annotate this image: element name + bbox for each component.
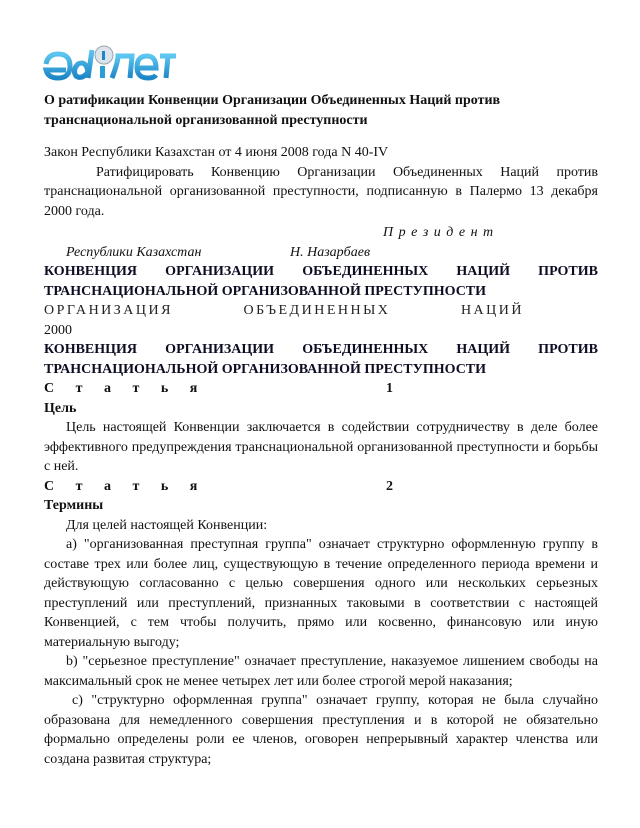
org-word: НАЦИЙ bbox=[460, 303, 524, 318]
ratify-paragraph: Ратифицировать Конвенцию Организации Объединенных Наций против транснациональной организованной преступности, подписанную в Палермо 13 декабря 2000 года. bbox=[44, 164, 598, 219]
org-line bbox=[44, 301, 524, 321]
article-2-intro: Для целей настоящей Конвенции: bbox=[66, 517, 268, 533]
article-1-label bbox=[44, 379, 598, 399]
org-word: ОРГАНИЗАЦИЯ bbox=[44, 303, 173, 318]
article-1-paragraph: Цель настоящей Конвенции заключается в содействии сотрудничеству в деле более эффективного предупреждения транснациональной организованной преступности и борьбы с ней. bbox=[44, 420, 598, 474]
article-2-item-c: c) "структурно оформленная группа" означает группу, которая не была случайно образована для немедленного совершения преступления и в которой не обязательно формально определены роли ее членов, оговорен непрерывный характер членства или создана развитая структура; bbox=[44, 693, 598, 767]
article-1-title: Цель bbox=[44, 400, 77, 416]
signature-title: П р е з и д е н т bbox=[383, 225, 495, 240]
document-title: О ратификации Конвенции Организации Объединенных Наций против транснациональной организованной преступности bbox=[44, 93, 501, 128]
convention-heading: КОНВЕНЦИЯ ОРГАНИЗАЦИИ ОБЪЕДИНЕННЫХ НАЦИЙ ПРОТИВ ТРАНСНАЦИОНАЛЬНОЙ ОРГАНИЗОВАННОЙ ПРЕСТУПНОСТИ bbox=[44, 264, 598, 299]
law-line: Закон Республики Казахстан от 4 июня 2008 года N 40-IV bbox=[44, 145, 389, 160]
signature-country: Республики Казахстан bbox=[66, 244, 202, 260]
adilet-logo bbox=[42, 42, 177, 89]
article-2-item-a: a) "организованная преступная группа" означает структурно оформленную группу в составе трех или более лиц, существующую в течение определенного периода времени и действующую согласованно с целью совершения одного или нескольких серьезных преступлений или преступлений, признанных таковыми в соответствии с настоящей Конвенцией, с тем чтобы получить, прямо или косвенно, финансовую или иную материальную выгоду; bbox=[44, 537, 598, 650]
signature-row bbox=[44, 243, 598, 263]
article-2-label bbox=[44, 477, 598, 497]
article-2-item-b: b) "серьезное преступление" означает преступление, наказуемое лишением свободы на максимальный срок не менее четырех лет или более строгой мерой наказания; bbox=[44, 654, 598, 689]
org-word: ОБЪЕДИНЕННЫХ bbox=[243, 303, 391, 318]
signature-name: Н. Назарбаев bbox=[290, 244, 371, 260]
article-number: 2 bbox=[386, 478, 393, 494]
document-body bbox=[44, 91, 598, 769]
year: 2000 bbox=[44, 322, 72, 338]
convention-heading-2: КОНВЕНЦИЯ ОРГАНИЗАЦИИ ОБЪЕДИНЕННЫХ НАЦИЙ ПРОТИВ ТРАНСНАЦИОНАЛЬНОЙ ОРГАНИЗОВАННОЙ ПРЕСТУПНОСТИ bbox=[44, 342, 598, 377]
article-2-title: Термины bbox=[44, 498, 104, 513]
article-label: С т а т ь я bbox=[44, 478, 207, 494]
article-number: 1 bbox=[386, 381, 393, 396]
article-label: С т а т ь я bbox=[44, 381, 207, 396]
